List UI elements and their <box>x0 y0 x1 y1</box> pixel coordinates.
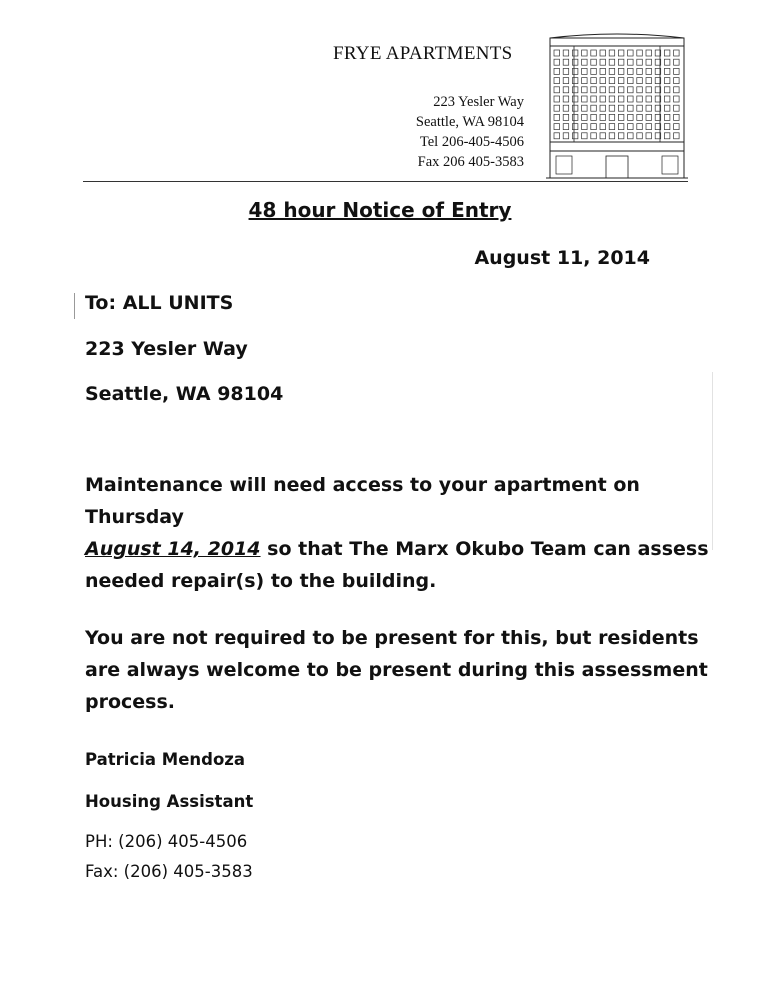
scan-edge <box>712 372 713 550</box>
paragraph-presence: You are not required to be present for this, but residents are always welcome to be present during this assessment process. <box>85 627 708 713</box>
entry-date: August 14, 2014 <box>85 538 261 560</box>
signature-title: Housing Assistant <box>85 792 254 811</box>
notice-date: August 11, 2014 <box>474 247 650 269</box>
letterhead-address: 223 Yesler Way <box>433 94 524 110</box>
recipient-city: Seattle, WA 98104 <box>85 383 284 405</box>
paragraph-access-text-1: Maintenance will need access to your apartment on Thursday <box>85 474 640 528</box>
signature-name: Patricia Mendoza <box>85 750 246 769</box>
margin-mark <box>74 293 75 319</box>
signature-phone: PH: (206) 405-4506 <box>85 832 248 851</box>
signature-fax: Fax: (206) 405-3583 <box>85 862 253 881</box>
letterhead-tel: Tel 206-405-4506 <box>419 134 524 150</box>
paragraph-access-text-2: so that The Marx Okubo Team can assess needed repair(s) to the building. <box>85 538 709 592</box>
building-logo <box>546 30 688 180</box>
letterhead-fax: Fax 206 405-3583 <box>417 154 524 170</box>
company-name: FRYE APARTMENTS <box>333 43 513 64</box>
paragraph-access <box>85 469 725 597</box>
recipient-street: 223 Yesler Way <box>85 338 248 360</box>
letterhead-city: Seattle, WA 98104 <box>415 114 524 130</box>
header-rule <box>83 181 688 182</box>
recipient-to: To: ALL UNITS <box>85 292 234 314</box>
notice-title: 48 hour Notice of Entry <box>248 198 512 222</box>
